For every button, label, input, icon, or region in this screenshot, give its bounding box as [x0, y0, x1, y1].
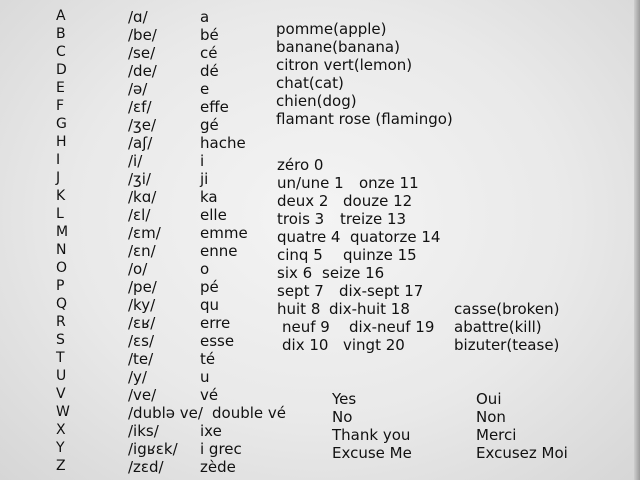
number-item: douze 12 [343, 192, 413, 210]
ipa: /igʁɛk/ [128, 440, 178, 458]
vocab-item: chien(dog) [276, 92, 357, 110]
number-item: quinze 15 [343, 246, 417, 264]
ipa: /ky/ [128, 296, 156, 314]
number-item: dix-sept 17 [339, 282, 424, 300]
ipa: /ʒi/ [128, 170, 151, 188]
letter-name: elle [200, 206, 227, 224]
alphabet-row [0, 26, 300, 44]
letter: Y [56, 440, 65, 456]
phrase-fr: Excusez Moi [476, 444, 568, 462]
letter: F [56, 98, 65, 114]
letter: R [56, 314, 66, 330]
letter: L [56, 206, 64, 222]
letter: O [56, 260, 68, 276]
ipa: /se/ [128, 44, 156, 62]
verb-item: casse(broken) [454, 300, 560, 318]
letter: D [56, 62, 67, 78]
ipa: /ʒe/ [128, 116, 157, 134]
alphabet-row [0, 188, 300, 206]
alphabet-row [0, 332, 300, 350]
letter-name: ka [200, 188, 218, 206]
letter-name: a [200, 8, 210, 26]
letter-name: i grec [200, 440, 242, 458]
letter: P [56, 278, 65, 294]
letter-name: erre [200, 314, 231, 332]
alphabet-row [0, 422, 300, 440]
letter-name: gé [200, 116, 219, 134]
letter: N [56, 242, 67, 258]
ipa: /iks/ [128, 422, 159, 440]
letter-name: i [200, 152, 205, 170]
verb-item: bizuter(tease) [454, 336, 560, 354]
letter: V [56, 386, 66, 402]
phrase-en: Yes [332, 390, 357, 408]
vocab-item: citron vert(lemon) [276, 56, 413, 74]
phrase-fr: Non [476, 408, 506, 426]
alphabet-row [0, 62, 300, 80]
number-item: quatre 4 [277, 228, 341, 246]
alphabet-row [0, 296, 300, 314]
alphabet-row [0, 44, 300, 62]
alphabet-row [0, 314, 300, 332]
letter-name: effe [200, 98, 229, 116]
letter-name: esse [200, 332, 235, 350]
letter: U [56, 368, 67, 384]
number-item: six 6 [277, 264, 313, 282]
letter: I [56, 152, 61, 168]
alphabet-row [0, 224, 300, 242]
letter-name: ji [200, 170, 209, 188]
phrase-fr: Merci [476, 426, 517, 444]
phrase-en: Thank you [332, 426, 411, 444]
ipa: /ve/ [128, 386, 157, 404]
letter: Z [56, 458, 66, 474]
letter: B [56, 26, 66, 42]
letter: J [56, 170, 61, 186]
number-item: treize 13 [340, 210, 407, 228]
letter-name: té [200, 350, 216, 368]
letter-name: emme [200, 224, 248, 242]
ipa: /ɛn/ [128, 242, 156, 260]
ipa: /te/ [128, 350, 154, 368]
letter-name: dé [200, 62, 219, 80]
number-item: neuf 9 [282, 318, 330, 336]
alphabet-row [0, 242, 300, 260]
letter: H [56, 134, 67, 150]
letter-name: pé [200, 278, 219, 296]
number-item: cinq 5 [277, 246, 323, 264]
alphabet-row [0, 404, 300, 422]
number-item: un/une 1 [277, 174, 344, 192]
alphabet-row [0, 8, 300, 26]
ipa: /ɛʁ/ [128, 314, 156, 332]
alphabet-row [0, 350, 300, 368]
letter-name: qu [200, 296, 220, 314]
ipa: /ɛf/ [128, 98, 152, 116]
letter-name: o [200, 260, 210, 278]
ipa: /dublə ve/ [128, 404, 203, 422]
letter-name: vé [200, 386, 219, 404]
alphabet-row [0, 98, 300, 116]
ipa: /i/ [128, 152, 143, 170]
letter-name: zède [200, 458, 236, 476]
ipa: /ɛs/ [128, 332, 155, 350]
number-item: zéro 0 [277, 156, 324, 174]
letter: C [56, 44, 66, 60]
letter: G [56, 116, 67, 132]
alphabet-row [0, 206, 300, 224]
number-item: deux 2 [277, 192, 329, 210]
phrase-en: Excuse Me [332, 444, 412, 462]
letter-name: enne [200, 242, 238, 260]
alphabet-row [0, 458, 300, 476]
vocab-item: flamant rose (flamingo) [276, 110, 453, 128]
letter: S [56, 332, 65, 348]
ipa: /ə/ [128, 80, 148, 98]
ipa: /aʃ/ [128, 134, 153, 152]
alphabet-row [0, 278, 300, 296]
number-item: quatorze 14 [350, 228, 441, 246]
ipa: /o/ [128, 260, 148, 278]
letter: W [56, 404, 70, 420]
number-item: seize 16 [322, 264, 385, 282]
number-item: dix 10 [282, 336, 329, 354]
alphabet-row [0, 170, 300, 188]
alphabet-row [0, 152, 300, 170]
vocab-item: banane(banana) [276, 38, 400, 56]
ipa: /y/ [128, 368, 147, 386]
vocab-item: pomme(apple) [276, 20, 387, 38]
alphabet-row [0, 80, 300, 98]
phrase-fr: Oui [476, 390, 502, 408]
letter: A [56, 8, 66, 24]
number-item: onze 11 [359, 174, 419, 192]
letter: E [56, 80, 65, 96]
paper-edge [634, 0, 640, 480]
alphabet-row [0, 386, 300, 404]
letter: T [56, 350, 65, 366]
letter-name: e [200, 80, 210, 98]
letter-name: double vé [212, 404, 286, 422]
letter: X [56, 422, 66, 438]
vocab-item: chat(cat) [276, 74, 344, 92]
number-item: vingt 20 [343, 336, 405, 354]
number-item: sept 7 [277, 282, 324, 300]
ipa: /zɛd/ [128, 458, 164, 476]
alphabet-row [0, 134, 300, 152]
ipa: /be/ [128, 26, 157, 44]
phrase-en: No [332, 408, 353, 426]
ipa: /ɑ/ [128, 8, 148, 26]
alphabet-row [0, 440, 300, 458]
letter: M [56, 224, 69, 240]
letter-name: hache [200, 134, 246, 152]
alphabet-row [0, 260, 300, 278]
letter: K [56, 188, 66, 204]
number-item: dix-neuf 19 [349, 318, 435, 336]
number-item: trois 3 [277, 210, 325, 228]
letter: Q [56, 296, 68, 312]
alphabet-row [0, 368, 300, 386]
letter-name: cé [200, 44, 218, 62]
number-item: huit 8 [277, 300, 321, 318]
ipa: /ɛl/ [128, 206, 151, 224]
letter-name: ixe [200, 422, 222, 440]
alphabet-row [0, 116, 300, 134]
letter-name: u [200, 368, 210, 386]
ipa: /pe/ [128, 278, 157, 296]
ipa: /ɛm/ [128, 224, 161, 242]
verb-item: abattre(kill) [454, 318, 542, 336]
letter-name: bé [200, 26, 219, 44]
ipa: /kɑ/ [128, 188, 157, 206]
ipa: /de/ [128, 62, 157, 80]
number-item: dix-huit 18 [329, 300, 410, 318]
